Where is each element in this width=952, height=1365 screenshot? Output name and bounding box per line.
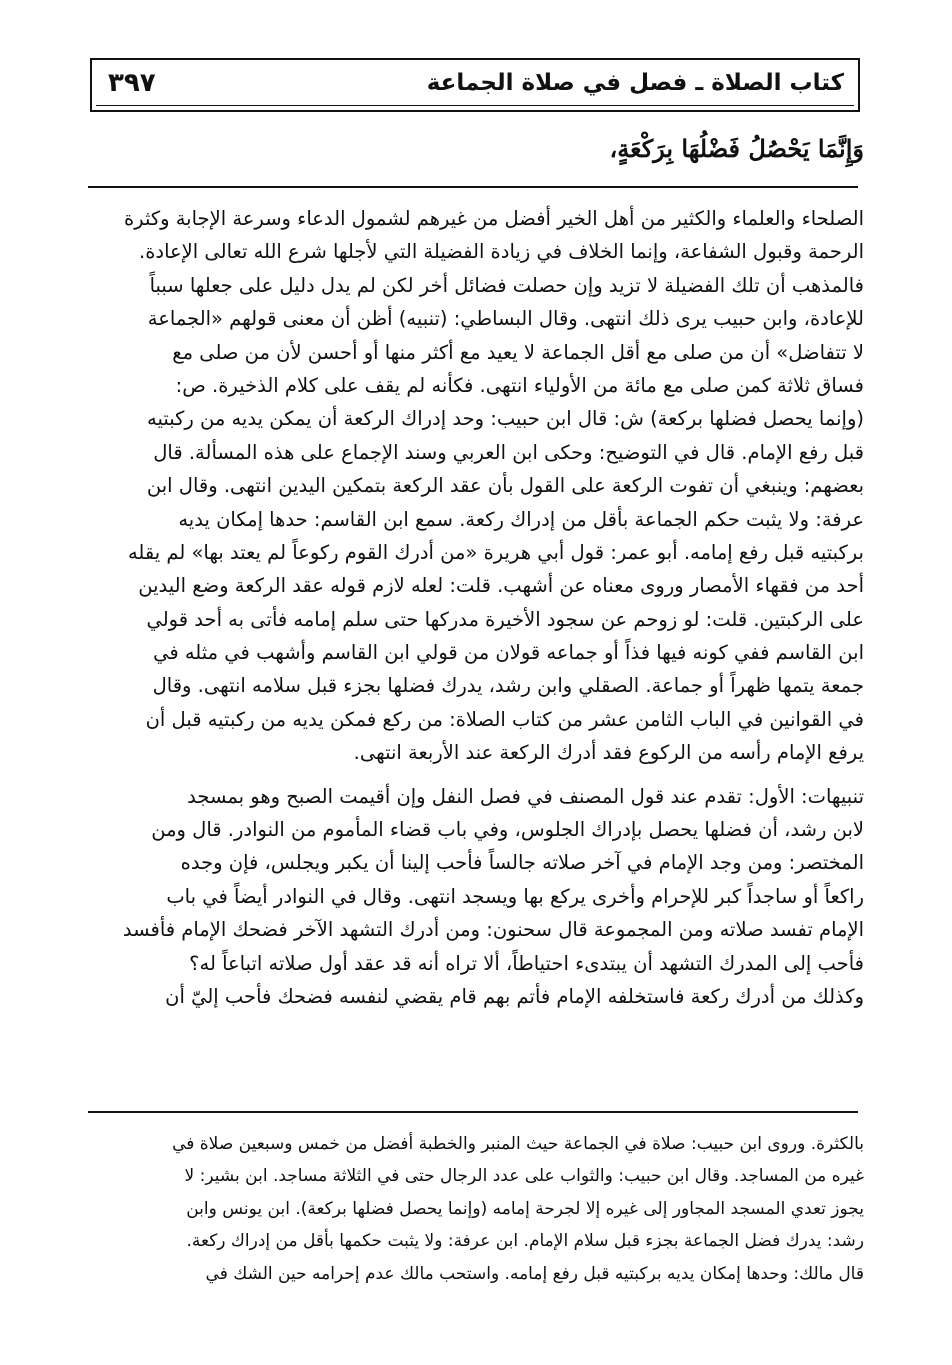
commentary-line: الإمام تفسد صلاته ومن المجموعة قال سحنون: ومن أدرك التشهد الآخر فضحك الإمام فأفسد: [122, 918, 864, 942]
commentary-line: جمعة يتمها ظهراً أو جماعة. الصقلي وابن رشد، يدرك فضلها بجزء قبل سلامه انتهى. وقال: [152, 674, 864, 698]
commentary-line: عرفة: ولا يثبت حكم الجماعة بأقل من إدراك ركعة. سمع ابن القاسم: حدها إمكان يديه: [178, 507, 864, 531]
footnote-line: بالكثرة. وروى ابن حبيب: صلاة في الجماعة حيث المنبر والخطبة أفضل من خمس وسبعين صلاة في: [172, 1134, 864, 1154]
commentary-line: أحد من فقهاء الأمصار وروى معناه عن أشهب. قلت: لعله لازم قوله عقد الركعة وضع اليدين: [138, 574, 864, 598]
commentary-line: فالمذهب أن تلك الفضيلة لا تزيد وإن حصلت فضائل أخر لكن لم يدل دليل على جعلها سبباً: [149, 273, 864, 297]
commentary-line: فساق ثلاثة كمن صلى مع مائة من الأولياء انتهى. فكأنه لم يقف على كلام الذخيرة. ص:: [175, 373, 864, 397]
commentary-line: للإعادة، وابن حبيب يرى ذلك انتهى. وقال البساطي: (تنبيه) أظن أن معنى قولهم «الجماعة: [147, 307, 864, 331]
commentary-line: في القوانين في الباب الثامن عشر من كتاب الصلاة: من ركع فمكن يديه من ركبتيه قبل أن: [145, 707, 864, 731]
footnote-line: رشد: يدرك فضل الجماعة بجزء قبل سلام الإمام. ابن عرفة: ولا يثبت حكمها بأقل من إدراك ركعة.: [186, 1231, 864, 1252]
commentary-line: يرفع الإمام رأسه من الركوع فقد أدرك الركعة عند الأربعة انتهى.: [353, 741, 864, 765]
commentary-line: على الركبتين. قلت: لو زوحم عن سجود الأخيرة مدركها حتى سلم إمامه فأتى به أحد قولي: [146, 607, 864, 631]
paragraph-gap: [94, 770, 864, 780]
footnote-line: غيره من المساجد. وقال ابن حبيب: والثواب على عدد الرجال حتى في الثلاثة مساجد. ابن بشير: لا: [184, 1166, 864, 1187]
footnote-line: يجوز تعدي المسجد المجاور إلى غيره إلا لجرحة إمامه (وإنما يحصل فضلها بركعة). ابن يونس وابن: [186, 1198, 864, 1219]
commentary-line: وكذلك من أدرك ركعة فاستخلفه الإمام فأتم بهم قام يقضي لنفسه فضحك فأحب إليّ أن: [165, 984, 864, 1008]
commentary-line: المختصر: ومن وجد الإمام في آخر صلاته جالساً فأحب إلينا أن يكبر ويجلس، فإن وجده: [180, 851, 864, 875]
commentary-line: (وإنما يحصل فضلها بركعة) ش: قال ابن حبيب: وحد إدراك الركعة أن يمكن يديه من ركبتيه: [146, 407, 864, 431]
commentary-line: فأحب إلى المدرك التشهد أن يبتدىء احتياطاً، ألا تراه أنه قد عقد أول صلاته اتباعاً له؟: [189, 951, 864, 975]
commentary-line: الرحمة وقبول الشفاعة، وإنما الخلاف في زيادة الفضيلة التي لأجلها شرع الله تعالى الإعادة.: [139, 240, 864, 264]
commentary-line: قبل رفع الإمام. قال في التوضيح: وحكى ابن العربي وسند الإجماع على هذه المسألة. قال: [153, 440, 864, 464]
commentary-line: راكعاً أو ساجداً كبر للإحرام وأخرى يركع بها ويسجد انتهى. وقال في النوادر أيضاً في باب: [166, 884, 864, 908]
commentary-body: [94, 202, 864, 1013]
commentary-line: لا تتفاضل» أن من صلى مع أقل الجماعة لا يعيد مع أكثر منها أو أحسن لأن من صلى مع: [172, 340, 864, 364]
header-inner-rule: [96, 105, 854, 106]
page-header: [90, 58, 860, 112]
footnote-divider: [88, 1111, 858, 1113]
commentary-line: بركبتيه قبل رفع إمامه. أبو عمر: قول أبي هريرة «من أدرك القوم ركوعاً لم يعتد بها» لم يقله: [127, 540, 864, 564]
matn-divider: [88, 186, 858, 188]
commentary-line: بعضهم: وينبغي أن تفوت الركعة على القول بأن عقد الركعة بتمكين اليدين انتهى. وقال ابن: [146, 474, 864, 498]
commentary-line: تنبيهات: الأول: تقدم عند قول المصنف في فصل النفل وإن أقيمت الصبح وهو بمسجد: [187, 784, 864, 808]
running-title: كتاب الصلاة ـ فصل في صلاة الجماعة: [426, 70, 844, 96]
commentary-line: الصلحاء والعلماء والكثير من أهل الخير أفضل من غيرهم لشمول الدعاء وسرعة الإجابة وكثرة: [123, 207, 864, 230]
footnote-line: قال مالك: وحدها إمكان يديه بركبتيه قبل رفع إمامه. واستحب مالك عدم إحرامه حين الشك في: [205, 1263, 864, 1284]
commentary-line: ابن القاسم ففي كونه فيها فذاً أو جماعه قولان من قولي ابن القاسم وأشهب في مثله في: [153, 641, 864, 665]
matn-text: وَإِنَّمَا يَحْصُلُ فَضْلُهَا بِرَكْعَةٍ،: [609, 134, 864, 163]
commentary-line: لابن رشد، أن فضلها يحصل بإدراك الجلوس، وفي باب قضاء المأموم من النوادر. قال ومن: [151, 818, 864, 842]
page-number: ٣٩٧: [108, 68, 156, 98]
footnotes-section: [94, 1128, 864, 1290]
